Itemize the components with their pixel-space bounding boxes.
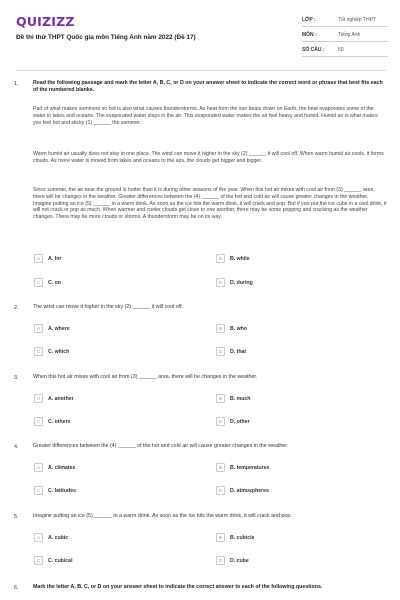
option-letter-box: B (216, 324, 225, 333)
question-text: Greater differences between the (4) ______ of the hot and cold air will cause greater changes in the weather. (33, 443, 289, 449)
question-text: The wind can move it higher in the sky (2) ______ it will cool off. (33, 304, 184, 310)
option-letter-box: A (34, 533, 43, 542)
option-text: C. latitudes (48, 487, 76, 494)
meta-row-count (302, 44, 388, 57)
option-letter-box: D (216, 278, 225, 287)
meta-label: MÔN : (302, 32, 317, 38)
question-number: 1. (14, 81, 19, 87)
meta-row-subject (302, 29, 388, 42)
passage-paragraph: Warm humid air usually does not stay in one place. The wind can move it higher in the sky (2) ______ it will cool off. When warm humid air cools, it forms clouds. As more water is moved from lakes and oceans to the airs, the clouds get bigger and bigger. (33, 151, 384, 164)
option-letter-box: D (216, 347, 225, 356)
question-text: When this hot air mixes with cool air from (3) ______ area, there will be changes in the weather. (33, 374, 258, 380)
quizizz-logo[interactable]: QUIZIZZ (16, 14, 75, 29)
option-text: A. for (48, 255, 62, 262)
option-letter-box: B (216, 394, 225, 403)
question-text: Imagine putting an ice (5) ______ in a warm drink. As soon as the ice hits the warm drink, it will crack and pop. (33, 513, 292, 519)
option-text: B. while (230, 255, 250, 262)
option-letter-box: C (34, 278, 43, 287)
option-letter-box: C (34, 417, 43, 426)
option-text: B. who (230, 325, 248, 332)
meta-value: Tiếng Anh (338, 32, 361, 38)
question-number: 5. (14, 514, 19, 520)
meta-panel (302, 14, 388, 59)
option-text: C. others (48, 418, 71, 425)
option-text: B. cubicle (230, 534, 255, 541)
option-text: A. where (48, 325, 70, 332)
option-letter-box: B (216, 463, 225, 472)
option-text: A. climates (48, 464, 76, 471)
option-text: B. temperatures (230, 464, 270, 471)
option-letter-box: B (216, 533, 225, 542)
option-text: B. much (230, 395, 251, 402)
option-letter-box: A (34, 394, 43, 403)
option-text: D. other (230, 418, 250, 425)
question-number: 2. (14, 305, 19, 311)
question-instruction: Read the following passage and mark the letter A, B, C, or D on your answer sheet to indicate the correct word or phrase that best fits each of the numbered blanks. (33, 80, 383, 93)
option-text: C. on (48, 279, 61, 286)
option-letter-box: C (34, 486, 43, 495)
question-number: 6. (14, 585, 19, 591)
document-title: Đề thi thử THPT Quốc gia môn Tiếng Anh năm 2022 (Đề 17) (16, 34, 196, 41)
option-letter-box: D (216, 486, 225, 495)
option-letter-box: C (34, 347, 43, 356)
option-letter-box: D (216, 556, 225, 565)
option-letter-box: B (216, 254, 225, 263)
option-letter-box: D (216, 417, 225, 426)
header-divider (16, 70, 386, 71)
question-number: 3. (14, 375, 19, 381)
option-text: C. which (48, 348, 70, 355)
option-text: C. cubical (48, 557, 73, 564)
option-letter-box: A (34, 324, 43, 333)
meta-row-class (302, 14, 388, 27)
option-text: D. during (230, 279, 253, 286)
option-text: D. cube (230, 557, 249, 564)
option-text: A. another (48, 395, 74, 402)
question-number: 4. (14, 444, 19, 450)
option-text: A. cubic (48, 534, 69, 541)
meta-value: 50 (338, 47, 344, 53)
passage-paragraph: Since summer, the air near the ground is hotter than it is during other seasons of the year. When this hot air mixes with cool air from (3) ______ area, there will be changes in the weather. Greater differences between the (4) ______ of the hot and cold air will cause greater changes in the weather. Imagine putting an ice (5) ______ in a warm drink. As soon as the ice hits the warm drink, it will crack and pop. But if you put the ice cube in a cool drink, it will not crack or pop as much. When warmer and cooler clouds get close to one another, there may be some popping and cracking as the weather changes. There may be more clouds or storms. A thunderstorm may be on its way. (33, 187, 387, 221)
option-letter-box: A (34, 463, 43, 472)
passage-paragraph: Part of what makes summers so hot is also what causes thunderstorms. As heat from the sun beats down on Earth, the heat evaporates some of the water in lakes and oceans. The evaporated water stays in the air. This evaporated water makes the air feel heavy and humid. Humid air is what makes you feel hot and sticky (1) ______ the summer. (33, 106, 378, 126)
meta-label: LỚP : (302, 17, 316, 23)
question-instruction: Mark the letter A, B, C, or D on your answer sheet to indicate the correct answer to each of the following questions. (33, 584, 323, 590)
option-letter-box: A (34, 254, 43, 263)
option-letter-box: C (34, 556, 43, 565)
meta-label: SỐ CÂU : (302, 47, 325, 53)
meta-value: Tốt nghiệp THPT (338, 17, 376, 23)
option-text: D. atmospheres (230, 487, 269, 494)
page-header (0, 0, 400, 72)
option-text: D. that (230, 348, 247, 355)
